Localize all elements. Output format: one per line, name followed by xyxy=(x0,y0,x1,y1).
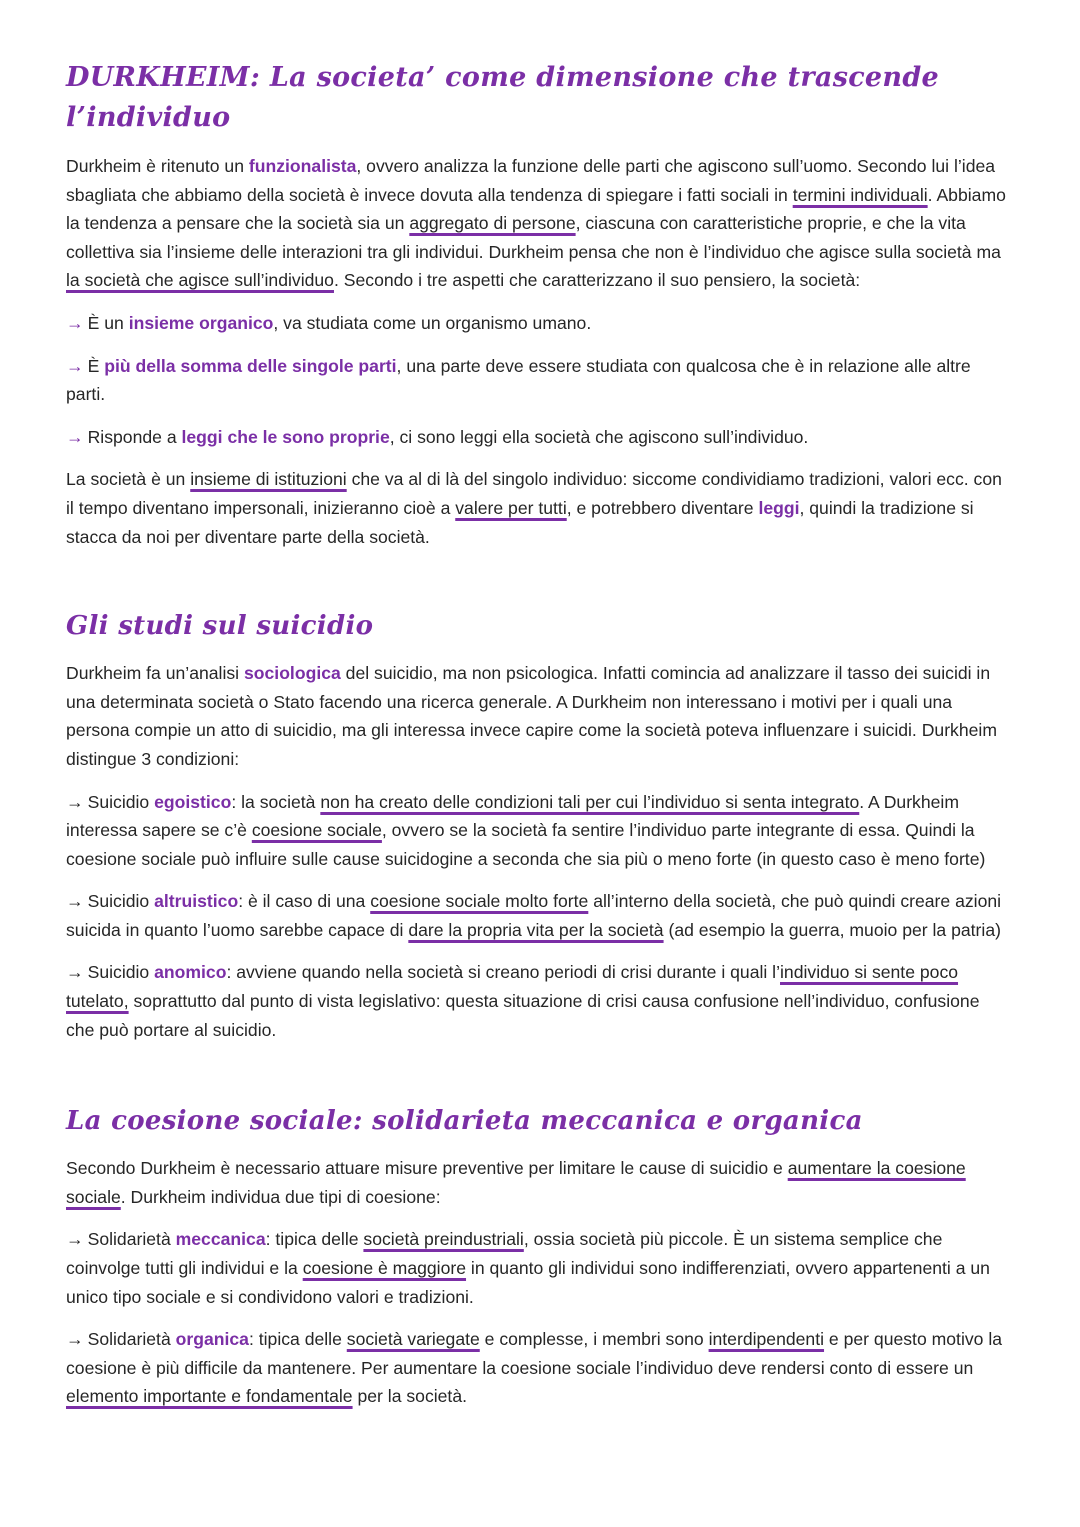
underlined-phrase: termini individuali xyxy=(792,184,928,205)
text-segment: in quanto gli individui sono indifferenziati, ovvero appartenenti a un unico tipo sociale e si condividono valori e tradizioni. xyxy=(66,1258,990,1307)
highlight-term: leggi che le sono proprie xyxy=(181,426,390,447)
underlined-phrase: coesione sociale xyxy=(251,820,382,841)
underlined-phrase: società preindustriali xyxy=(363,1229,524,1250)
text-segment: , ossia società più piccole. È un sistema semplice che coinvolge tutti gli individui e la xyxy=(66,1229,943,1279)
arrow-right-icon: → xyxy=(66,891,84,912)
highlight-term: sociologica xyxy=(243,663,341,684)
text-segment: , e potrebbero diventare xyxy=(566,497,759,518)
section-coesione xyxy=(66,1102,1010,1411)
text-segment: , ci sono leggi ella società che agiscono sull’individuo. xyxy=(389,426,809,447)
arrow-right-icon: → xyxy=(66,1329,84,1350)
text-segment: La società è un xyxy=(66,469,191,490)
text-segment: : avviene quando nella società si creano periodi di crisi durante i quali l’ xyxy=(226,962,781,983)
highlight-term: organica xyxy=(175,1329,249,1350)
text-segment: Suicidio xyxy=(87,791,155,812)
bullet-item xyxy=(66,1325,1010,1411)
section-title: DURKHEIM: La societa’ come dimensione che trascende l’individuo xyxy=(66,62,939,133)
underlined-phrase: dare la propria vita per la società xyxy=(408,919,664,940)
arrow-right-icon: → xyxy=(66,312,84,333)
section-durkheim xyxy=(66,58,1010,551)
paragraph-intro xyxy=(66,1154,1010,1211)
highlight-term: funzionalista xyxy=(248,156,357,176)
text-segment: Suicidio xyxy=(87,962,155,983)
bullet-item xyxy=(66,309,1010,338)
text-segment: all’interno della società, che può quindi creare azioni suicida in quanto l’uomo sarebbe capace di xyxy=(66,891,1002,940)
text-segment: . A Durkheim interessa sapere se c’è xyxy=(66,791,959,841)
highlight-term: più della somma delle singole parti xyxy=(104,355,397,376)
arrow-right-icon: → xyxy=(66,791,84,812)
text-segment: : tipica delle xyxy=(265,1229,364,1250)
text-segment: Suicidio xyxy=(87,891,155,912)
text-segment: Secondo Durkheim è necessario attuare misure preventive per limitare le cause di suicidio e xyxy=(66,1158,788,1179)
text-segment: e per questo motivo la coesione è più difficile da mantenere. Per aumentare la coesione sociale l’individuo deve rendersi conto di essere un xyxy=(66,1329,1003,1378)
underlined-phrase: la società che agisce sull’individuo xyxy=(66,270,334,291)
bullet-item xyxy=(66,788,1010,874)
underlined-phrase: interdipendenti xyxy=(708,1329,825,1350)
text-segment: soprattutto dal punto di vista legislativo: questa situazione di crisi causa confusione nell’individuo, confusione che può portare al suicidio. xyxy=(66,991,980,1040)
highlight-term: leggi xyxy=(758,497,800,518)
underlined-phrase: aumentare la coesione sociale xyxy=(66,1158,966,1207)
underlined-phrase: coesione sociale molto forte xyxy=(370,891,589,912)
text-segment: che va al di là del singolo individuo: siccome condividiamo tradizioni, valori ecc. con il tempo diventano impersonali, inizieranno cioè a xyxy=(66,469,1002,518)
text-segment: : tipica delle xyxy=(248,1329,347,1350)
text-segment: e complesse, i membri sono xyxy=(479,1329,709,1350)
highlight-term: anomico xyxy=(154,962,227,983)
bullet-item xyxy=(66,887,1010,944)
text-segment: , va studiata come un organismo umano. xyxy=(273,312,592,333)
text-segment: : la società xyxy=(231,791,321,812)
underlined-phrase: società variegate xyxy=(346,1329,480,1350)
underlined-phrase: coesione è maggiore xyxy=(302,1258,467,1279)
text-segment: , una parte deve essere studiata con qualcosa che è in relazione alle altre parti. xyxy=(66,355,971,405)
bullet-item xyxy=(66,1225,1010,1311)
text-segment: È un xyxy=(87,312,129,333)
text-segment: È xyxy=(87,355,105,376)
text-segment: , ovvero analizza la funzione delle parti che agiscono sull’uomo. Secondo lui l’idea sbagliata che abbiamo della società è invece dovuta alla tendenza di spiegare i fatti sociali in xyxy=(66,156,996,205)
text-segment: , ciascuna con caratteristiche proprie, e che la vita collettiva sia l’insieme delle interazioni tra gli individui. Durkheim pensa che non è l’individuo che agisce sulla società ma xyxy=(66,213,1001,262)
highlight-term: meccanica xyxy=(175,1229,266,1250)
paragraph-intro xyxy=(66,659,1010,773)
text-segment: Durkheim è ritenuto un xyxy=(66,156,249,176)
arrow-right-icon: → xyxy=(66,962,84,983)
highlight-term: altruistico xyxy=(154,891,239,912)
text-segment: (ad esempio la guerra, muoio per la patria) xyxy=(663,919,1001,940)
text-segment: Risponde a xyxy=(87,426,182,447)
arrow-right-icon: → xyxy=(66,1229,84,1250)
bullet-item xyxy=(66,958,1010,1044)
underlined-phrase: insieme di istituzioni xyxy=(190,469,347,490)
text-segment: Solidarietà xyxy=(87,1329,176,1350)
underlined-phrase: non ha creato delle condizioni tali per cui l’individuo si senta integrato xyxy=(320,791,860,812)
text-segment: Solidarietà xyxy=(87,1229,176,1250)
arrow-right-icon: → xyxy=(66,355,84,376)
paragraph-intro xyxy=(66,152,1010,295)
highlight-term: egoistico xyxy=(154,791,232,812)
section-title: La coesione sociale: solidarieta meccanica e organica xyxy=(66,1106,863,1137)
section-title: Gli studi sul suicidio xyxy=(66,611,374,642)
underlined-phrase: valere per tutti xyxy=(455,497,567,518)
underlined-phrase: individuo si sente poco tutelato, xyxy=(66,962,959,1012)
underlined-phrase: aggregato di persone xyxy=(409,213,576,234)
arrow-right-icon: → xyxy=(66,426,84,447)
section-suicidio xyxy=(66,607,1010,1044)
text-segment: del suicidio, ma non psicologica. Infatti comincia ad analizzare il tasso dei suicidi in una determinata società o Stato facendo una ricerca generale. A Durkheim non interessano i motivi per i quali una persona compie un atto di suicidio, ma gli interessa invece capire come la società poteva influenzare i suicidi. Durkheim distingue 3 condizioni: xyxy=(66,663,997,769)
paragraph-istituzioni xyxy=(66,465,1010,551)
text-segment: , ovvero se la società fa sentire l’individuo parte integrante di essa. Quindi la coesione sociale può influire sulle cause suicidogine a seconda che sia più o meno forte (in questo caso è meno forte) xyxy=(66,820,986,869)
text-segment: . Abbiamo la tendenza a pensare che la società sia un xyxy=(66,184,1006,234)
text-segment: per la società. xyxy=(352,1386,467,1407)
text-segment: Durkheim fa un’analisi xyxy=(66,663,244,684)
text-segment: . Secondo i tre aspetti che caratterizzano il suo pensiero, la società: xyxy=(333,270,861,291)
bullet-item xyxy=(66,423,1010,452)
underlined-phrase: elemento importante e fondamentale xyxy=(66,1386,353,1407)
text-segment: : è il caso di una xyxy=(238,891,371,912)
text-segment: . Durkheim individua due tipi di coesione: xyxy=(120,1186,441,1207)
bullet-item xyxy=(66,352,1010,409)
highlight-term: insieme organico xyxy=(128,312,274,333)
text-segment: , quindi la tradizione si stacca da noi per diventare parte della società. xyxy=(66,497,974,547)
